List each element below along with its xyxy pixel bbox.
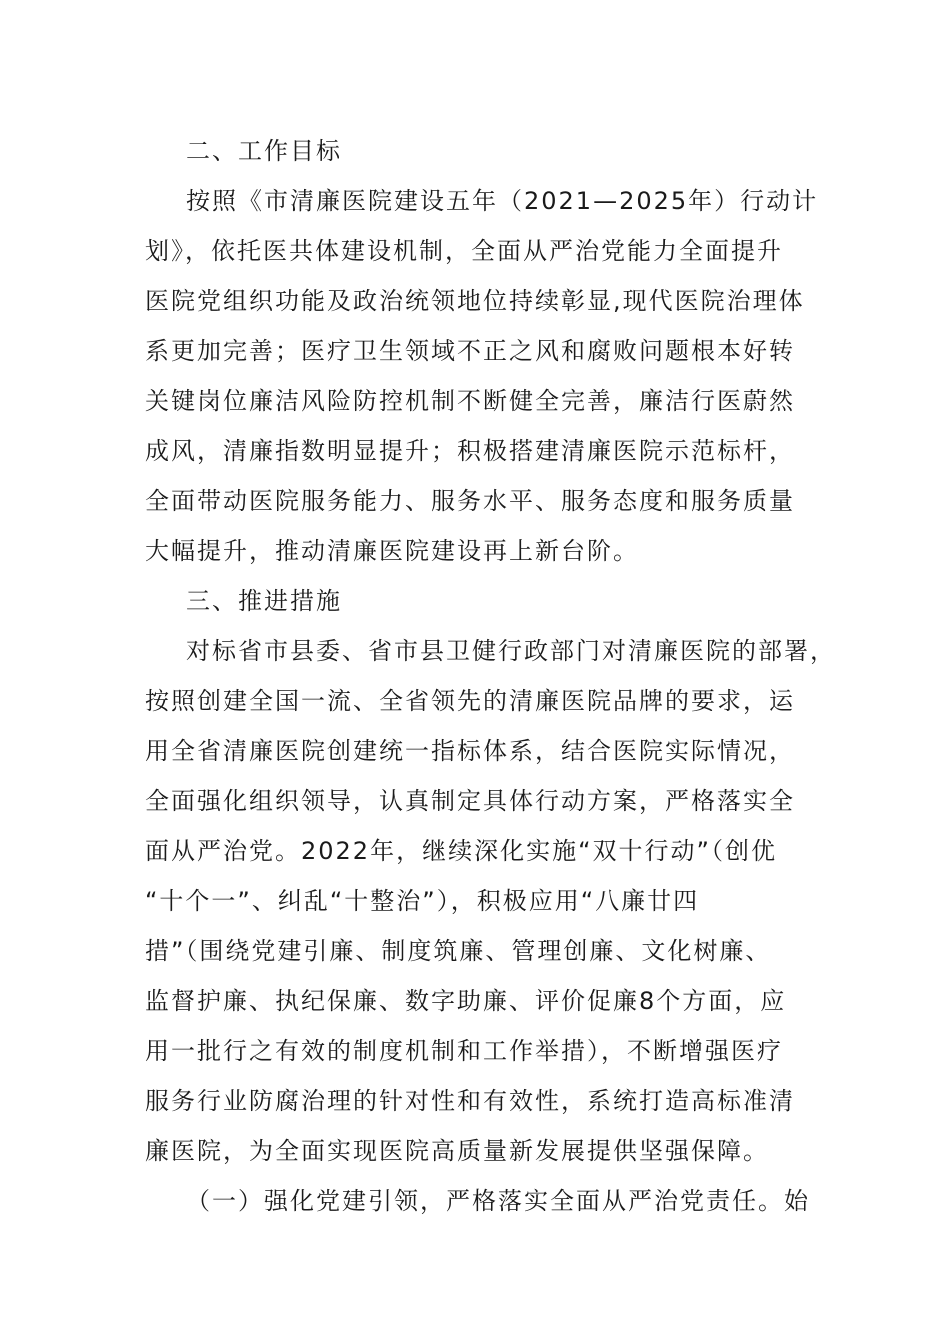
paragraph-line: 对标省市县委、省市县卫健行政部门对清廉医院的部署， [186, 637, 836, 665]
paragraph-line: 按照《市清廉医院建设五年（2021—2025年）行动计 [186, 187, 819, 215]
paragraph-line: 全面带动医院服务能力、服务水平、服务态度和服务质量 [145, 487, 795, 515]
paragraph-line: 大幅提升，推动清廉医院建设再上新台阶。 [145, 537, 639, 565]
paragraph-line: 划》，依托医共体建设机制，全面从严治党能力全面提升 [145, 237, 783, 265]
paragraph-line: 廉医院，为全面实现医院高质量新发展提供坚强保障。 [145, 1137, 769, 1165]
section-heading-work-goals: 二、工作目标 [186, 137, 342, 165]
paragraph-line: 关键岗位廉洁风险防控机制不断健全完善，廉洁行医蔚然 [145, 387, 795, 415]
paragraph-line: 系更加完善；医疗卫生领域不正之风和腐败问题根本好转 [145, 337, 795, 365]
paragraph-line: 医院党组织功能及政治统领地位持续彰显,现代医院治理体 [145, 287, 805, 315]
paragraph-line: 监督护廉、执纪保廉、数字助廉、评价促廉8个方面，应 [145, 987, 787, 1015]
paragraph-line: 服务行业防腐治理的针对性和有效性，系统打造高标准清 [145, 1087, 795, 1115]
paragraph-line: 用一批行之有效的制度机制和工作举措），不断增强医疗 [145, 1037, 783, 1065]
paragraph-line: 面从严治党。2022年，继续深化实施“双十行动”（创优 [145, 837, 777, 865]
paragraph-line: 成风，清廉指数明显提升；积极搭建清廉医院示范标杆， [145, 437, 795, 465]
subsection-heading-line: （一）强化党建引领，严格落实全面从严治党责任。始 [186, 1187, 810, 1215]
paragraph-line: 措”（围绕党建引廉、制度筑廉、管理创廉、文化树廉、 [145, 937, 772, 965]
paragraph-line: 用全省清廉医院创建统一指标体系，结合医院实际情况， [145, 737, 795, 765]
paragraph-line: “十个一”、纠乱“十整治”），积极应用“八廉廿四 [145, 887, 700, 915]
paragraph-line: 全面强化组织领导，认真制定具体行动方案，严格落实全 [145, 787, 795, 815]
section-heading-measures: 三、推进措施 [186, 587, 342, 615]
paragraph-line: 按照创建全国一流、全省领先的清廉医院品牌的要求，运 [145, 687, 795, 715]
